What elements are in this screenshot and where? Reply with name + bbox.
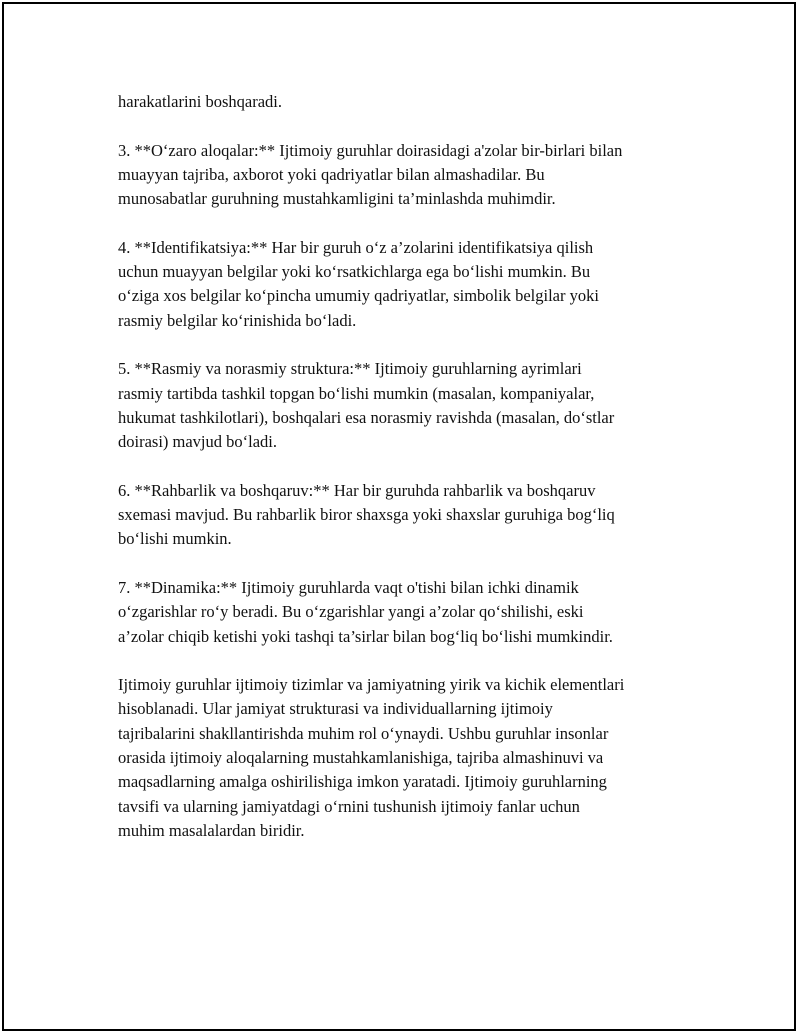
paragraph-continuation: harakatlarini boshqaradi. xyxy=(118,92,283,111)
paragraph-item-7: 7. **Dinamika:** Ijtimoiy guruhlarda vaqt o'tishi bilan ichki dinamik o‘zgarishlar ro‘y beradi. Bu o‘zgarishlar yangi a’zolar qo‘shilishi, eski a’zolar chiqib ketishi yoki tashqi ta’sirlar bilan bog‘liq bo‘lishi mumkindir. xyxy=(118,577,613,646)
paragraph-item-6: 6. **Rahbarlik va boshqaruv:** Har bir guruhda rahbarlik va boshqaruv sxemasi mavjud. Bu rahbarlik biror shaxsga yoki shaxslar guruhiga bog‘liq bo‘lishi mumkin. xyxy=(118,480,615,549)
paragraph-item-4: 4. **Identifikatsiya:** Har bir guruh o‘z a’zolarini identifikatsiya qilish uchun muayyan belgilar yoki ko‘rsatkichlarga ega bo‘lishi mumkin. Bu o‘ziga xos belgilar ko‘pincha umumiy qadriyatlar, simbolik belgilar yoki rasmiy belgilar ko‘rinishida bo‘ladi. xyxy=(118,237,599,330)
paragraph-conclusion: Ijtimoiy guruhlar ijtimoiy tizimlar va jamiyatning yirik va kichik elementlari hisoblanadi. Ular jamiyat strukturasi va individuallarning ijtimoiy tajribalarini shakllantirishda muhim rol o‘ynaydi. Ushbu guruhlar insonlar orasida ijtimoiy aloqalarning mustahkamlanishiga, tajriba almashinuvi va maqsadlarning amalga oshirilishiga imkon yaratadi. Ijtimoiy guruhlarning tavsifi va ularning jamiyatdagi o‘rnini tushunish ijtimoiy fanlar uchun muhim masalalardan biridir. xyxy=(118,675,625,840)
document-body xyxy=(118,90,698,868)
paragraph-item-3: 3. **O‘zaro aloqalar:** Ijtimoiy guruhlar doirasidagi a'zolar bir-birlari bilan muayyan tajriba, axborot yoki qadriyatlar bilan almashadilar. Bu munosabatlar guruhning mustahkamligini ta’minlashda muhimdir. xyxy=(118,140,623,209)
paragraph-item-5: 5. **Rasmiy va norasmiy struktura:** Ijtimoiy guruhlarning ayrimlari rasmiy tartibda tashkil topgan bo‘lishi mumkin (masalan, kompaniyalar, hukumat tashkilotlari), boshqalari esa norasmiy ravishda (masalan, do‘stlar doirasi) mavjud bo‘ladi. xyxy=(118,359,615,452)
